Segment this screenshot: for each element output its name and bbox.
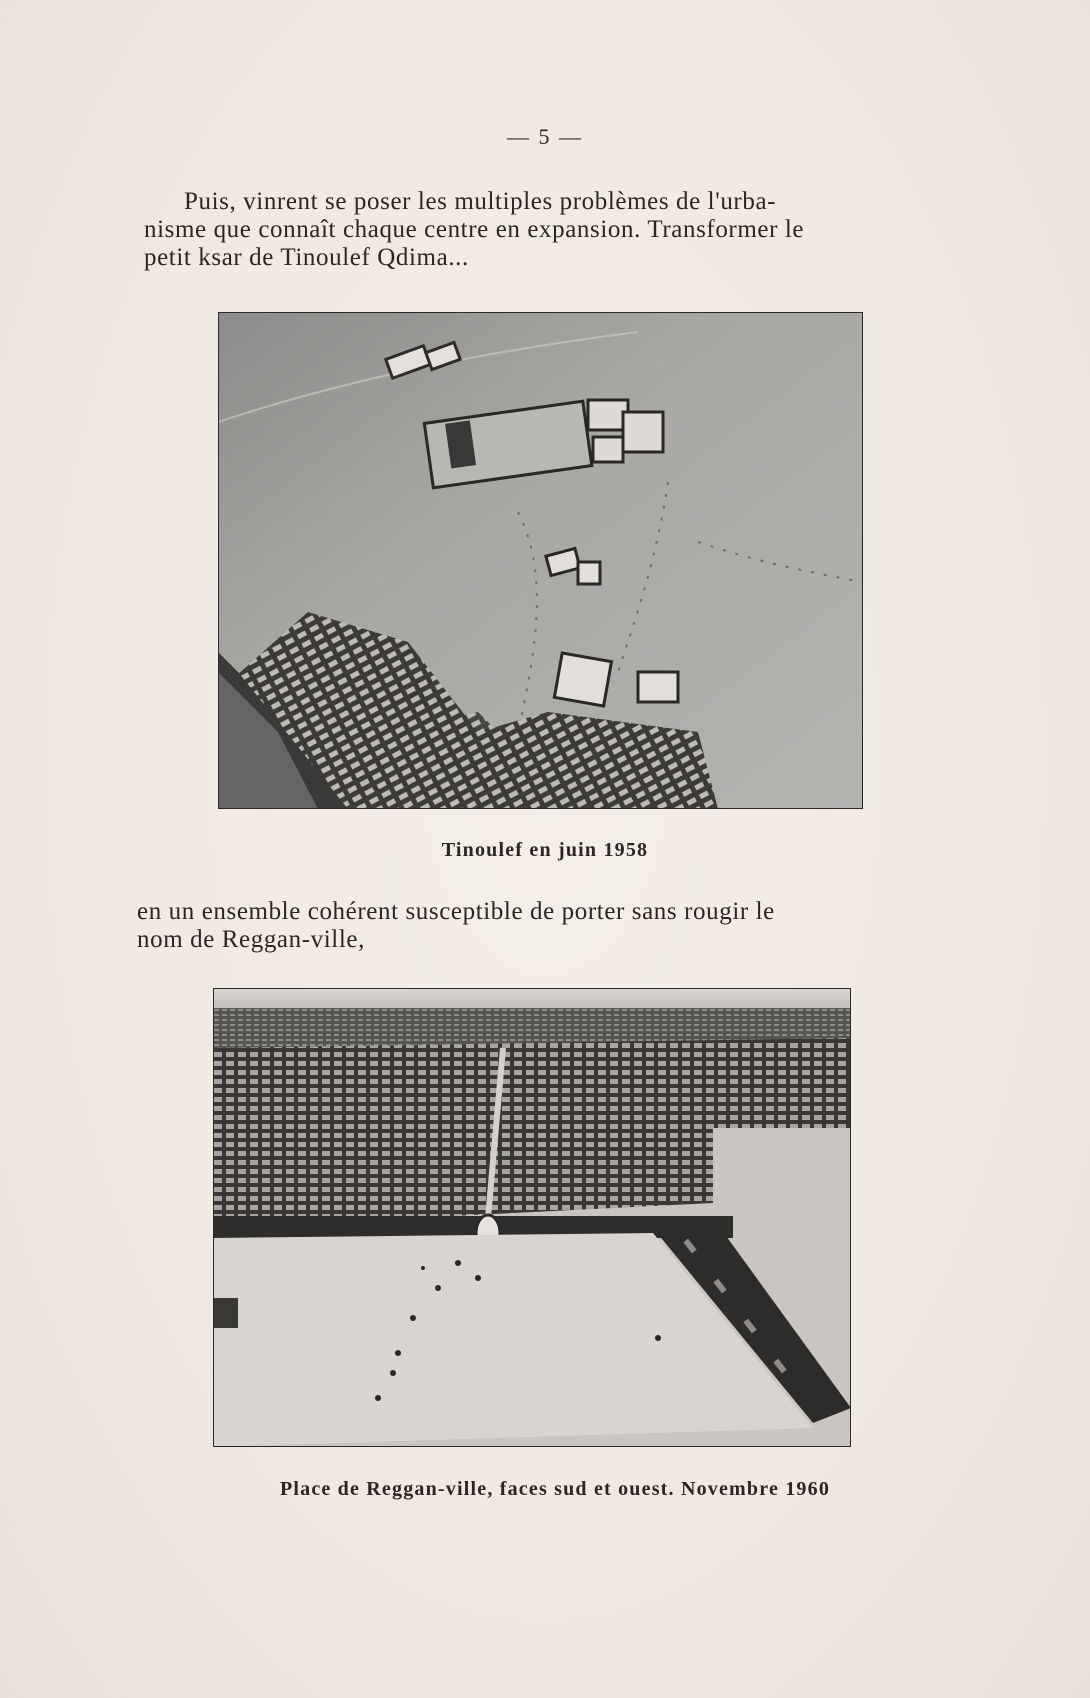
figure-caption-2: Place de Reggan-ville, faces sud et ouest. Novembre 1960 (279, 1478, 831, 1500)
aerial-photo-reggan-ville (213, 988, 851, 1447)
paragraph-line: petit ksar de Tinoulef Qdima... (144, 244, 469, 271)
figure-caption-1: Tinoulef en juin 1958 (441, 839, 649, 861)
paragraph-line: Puis, vinrent se poser les multiples problèmes de l'urba- (184, 188, 777, 215)
paragraph-continuation (137, 898, 935, 954)
paragraph-line: en un ensemble cohérent susceptible de porter sans rougir le (137, 898, 775, 925)
aerial-photo-tinoulef-image (218, 312, 863, 809)
aerial-photo-tinoulef (218, 312, 863, 809)
paragraph-intro (144, 188, 940, 272)
aerial-photo-reggan-ville-image (213, 988, 851, 1447)
paragraph-line: nom de Reggan-ville, (137, 926, 365, 953)
paragraph-line: nisme que connaît chaque centre en expansion. Transformer le (144, 216, 805, 243)
page-number: — 5 — (507, 124, 583, 149)
